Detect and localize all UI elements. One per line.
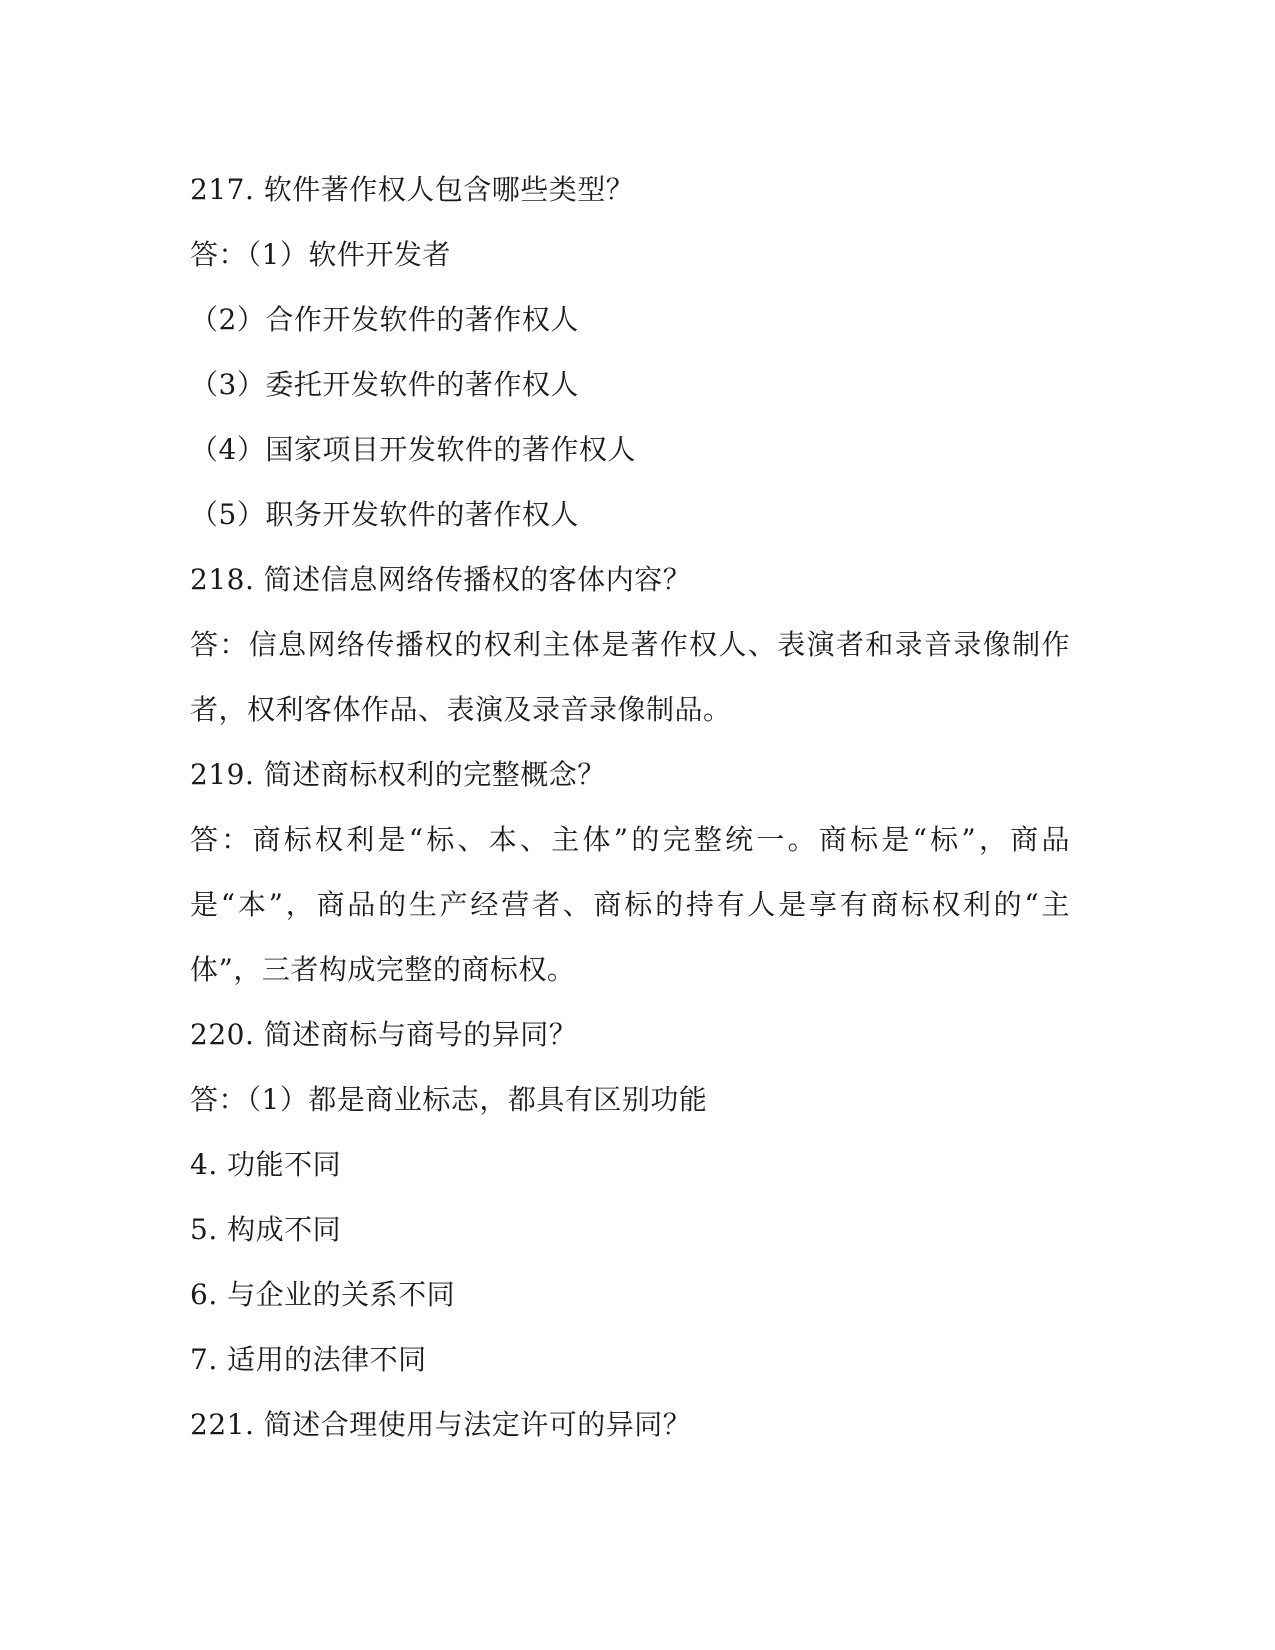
question-221: 221. 简述合理使用与法定许可的异同？ (190, 1408, 692, 1441)
document-body (190, 157, 1070, 1457)
answer-217-item-2: （2）合作开发软件的著作权人 (190, 303, 579, 336)
answer-220-item-7: 7. 适用的法律不同 (190, 1343, 427, 1376)
question-220: 220. 简述商标与商号的异同？ (190, 1018, 578, 1051)
answer-220-item-6: 6. 与企业的关系不同 (190, 1278, 456, 1311)
answer-217-item-4: （4）国家项目开发软件的著作权人 (190, 433, 636, 466)
answer-217-item-1: 答：（1）软件开发者 (190, 238, 451, 271)
answer-220-item-5: 5. 构成不同 (190, 1213, 342, 1246)
answer-217-item-5: （5）职务开发软件的著作权人 (190, 498, 579, 531)
answer-220-item-1: 答：（1）都是商业标志，都具有区别功能 (190, 1083, 708, 1116)
question-218: 218. 简述信息网络传播权的客体内容？ (190, 563, 692, 596)
answer-219-line-2: 是“本”，商品的生产经营者、商标的持有人是享有商标权利的“主 (190, 888, 1070, 921)
question-219: 219. 简述商标权利的完整概念？ (190, 758, 606, 791)
answer-219-line-3: 体”，三者构成完整的商标权。 (190, 953, 576, 986)
answer-218-line-1: 答：信息网络传播权的权利主体是著作权人、表演者和录音录像制作 (190, 628, 1070, 661)
question-217: 217. 软件著作权人包含哪些类型？ (190, 173, 635, 206)
answer-219-line-1: 答：商标权利是“标、本、主体”的完整统一。商标是“标”，商品 (190, 823, 1070, 856)
answer-218-line-2: 者，权利客体作品、表演及录音录像制品。 (190, 693, 732, 726)
answer-220-item-4: 4. 功能不同 (190, 1148, 342, 1181)
answer-217-item-3: （3）委托开发软件的著作权人 (190, 368, 579, 401)
